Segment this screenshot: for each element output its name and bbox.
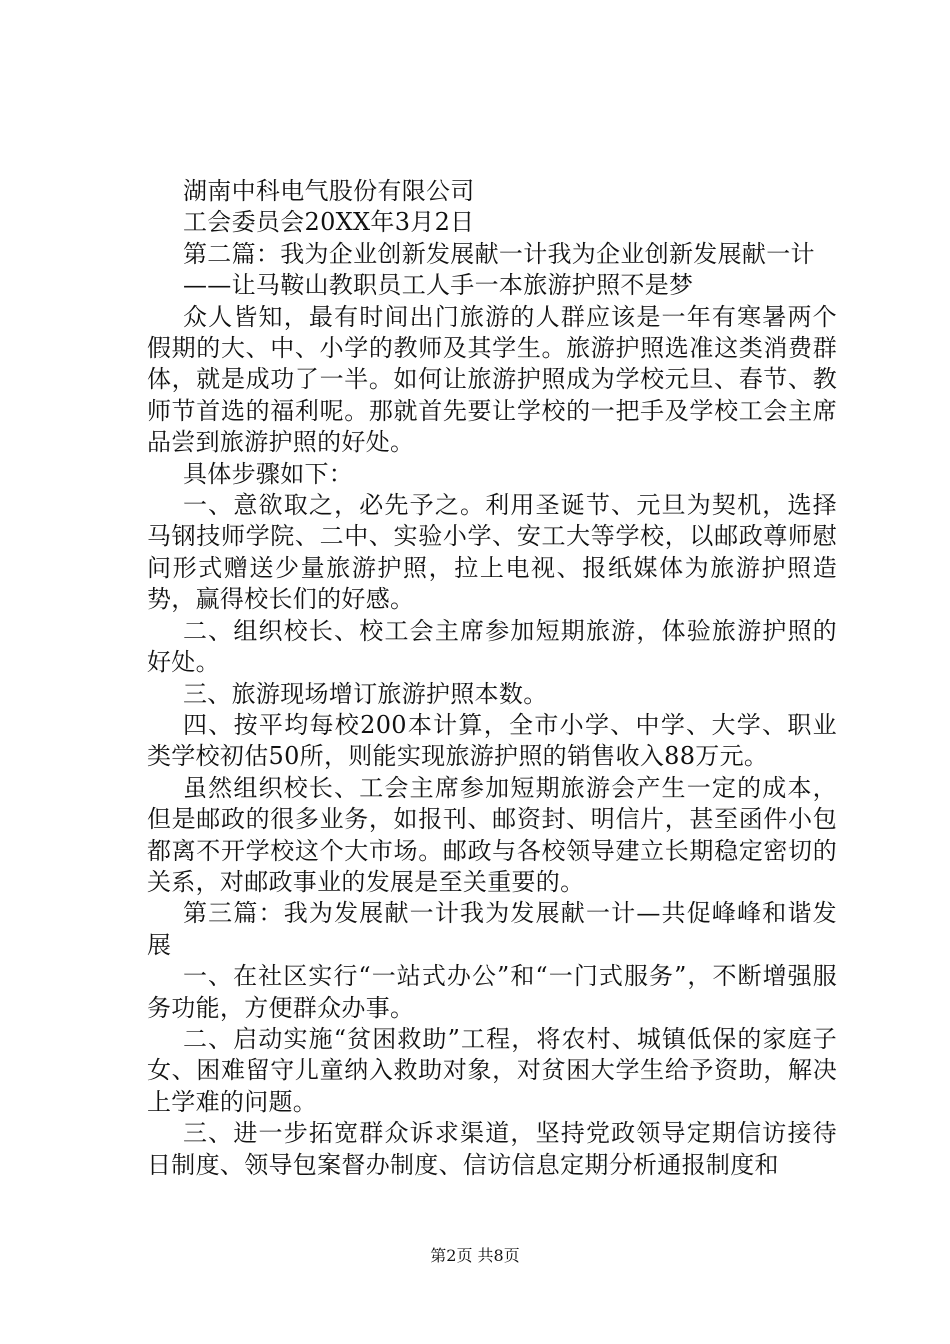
section-heading-3: 第三篇：我为发展献一计我为发展献一计—共促峰峰和谐发展 xyxy=(147,899,837,959)
body-paragraph: 三、进一步拓宽群众诉求渠道，坚持党政领导定期信访接待日制度、领导包案督办制度、信访信息定期分析通报制度和 xyxy=(147,1119,837,1179)
section-subtitle: ——让马鞍山教职员工人手一本旅游护照不是梦 xyxy=(183,271,694,300)
page-footer xyxy=(0,1246,950,1266)
body-paragraph: 虽然组织校长、工会主席参加短期旅游会产生一定的成本，但是邮政的很多业务，如报刊、邮资封、明信片，甚至函件小包都离不开学校这个大市场。邮政与各校领导建立长期稳定密切的关系，对邮政事业的发展是至关重要的。 xyxy=(147,773,837,896)
body-paragraph: 四、按平均每校200本计算，全市小学、中学、大学、职业类学校初估50所，则能实现旅游护照的销售收入88万元。 xyxy=(147,710,837,771)
body-paragraph: 众人皆知，最有时间出门旅游的人群应该是一年有寒暑两个假期的大、中、小学的教师及其学生。旅游护照选准这类消费群体，就是成功了一半。如何让旅游护照成为学校元旦、春节、教师节首选的福利呢。那就首先要让学校的一把手及学校工会主席品尝到旅游护照的好处。 xyxy=(147,302,837,457)
body-paragraph: 一、意欲取之，必先予之。利用圣诞节、元旦为契机，选择马钢技师学院、二中、实验小学、安工大等学校，以邮政尊师慰问形式赠送少量旅游护照，拉上电视、报纸媒体为旅游护照造势，赢得校长们的好感。 xyxy=(147,491,837,614)
body-paragraph: 三、旅游现场增订旅游护照本数。 xyxy=(183,679,548,708)
body-paragraph: 具体步骤如下： xyxy=(183,459,354,488)
body-paragraph: 二、启动实施“贫困救助”工程，将农村、城镇低保的家庭子女、困难留守儿童纳入救助对象，对贫困大学生给予资助，解决上学难的问题。 xyxy=(147,1024,837,1116)
body-paragraph: 一、在社区实行“一站式办公”和“一门式服务”，不断增强服务功能，方便群众办事。 xyxy=(147,962,837,1022)
company-name: 湖南中科电气股份有限公司 xyxy=(183,177,475,205)
page-number: 第2页 共8页 xyxy=(430,1246,520,1265)
section-heading-2: 第二篇：我为企业创新发展献一计我为企业创新发展献一计 xyxy=(183,239,815,268)
body-paragraph: 二、组织校长、校工会主席参加短期旅游，体验旅游护照的好处。 xyxy=(147,616,837,677)
document-body xyxy=(147,176,837,1181)
signature-date: 工会委员会20XX年3月2日 xyxy=(183,208,475,237)
